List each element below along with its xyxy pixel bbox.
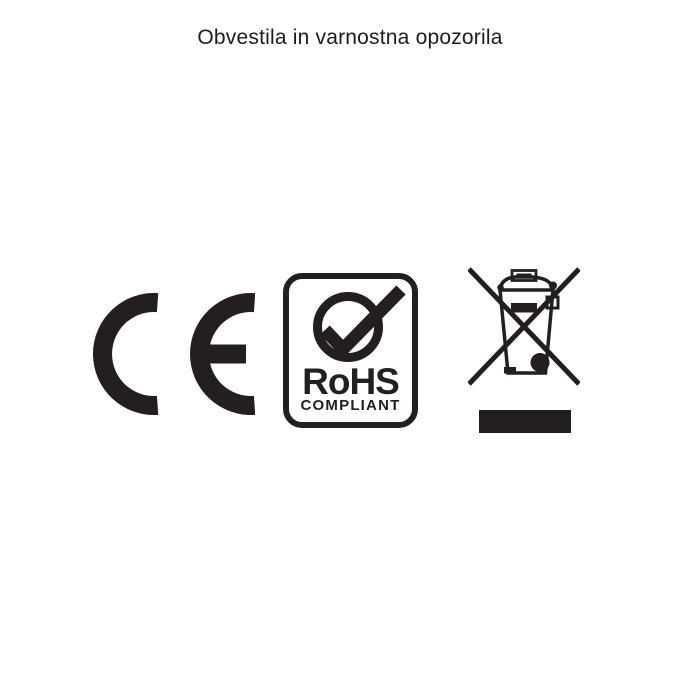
page-title: Obvestila in varnostna opozorila [197, 26, 503, 49]
rohs-badge [283, 273, 418, 428]
check-circle-icon [289, 279, 412, 365]
weee-underline-bar-icon [479, 410, 571, 433]
ce-mark-icon [93, 293, 255, 415]
weee-mark [468, 266, 580, 433]
rohs-label: RoHS [302, 361, 399, 402]
crossed-out-bin-icon [468, 266, 580, 388]
rohs-compliant-label: COMPLIANT [300, 397, 401, 414]
